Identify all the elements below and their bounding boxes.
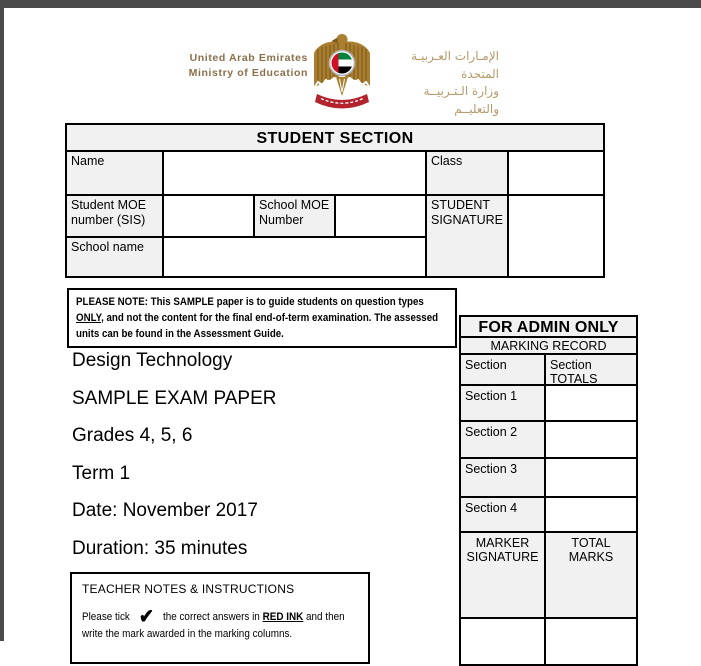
section-2-label: Section 2 [461, 422, 546, 459]
tick-mid-text: the correct answers in [162, 611, 260, 623]
school-moe-label: School MOE Number [255, 196, 336, 238]
window-top-edge [0, 0, 701, 8]
tick-post-text: and then write the mark awarded in the marking columns. [82, 611, 345, 640]
exam-info [72, 351, 277, 576]
teacher-notes-box [70, 572, 370, 664]
student-signature-field [509, 196, 603, 276]
student-section-table [65, 123, 605, 278]
marking-record-subtitle: MARKING RECORD [461, 338, 636, 355]
marking-record-grid [461, 355, 636, 664]
marker-signature-label: MARKER SIGNATURE [461, 533, 546, 619]
admin-title: FOR ADMIN ONLY [461, 317, 636, 338]
ministry-name-arabic [379, 48, 499, 118]
school-name-label: School name [67, 238, 164, 276]
section-3-total-field [546, 459, 636, 498]
uae-falcon-emblem-icon [311, 32, 373, 116]
name-label: Name [67, 152, 164, 196]
student-signature-label: STUDENT SIGNATURE [427, 196, 509, 276]
class-label: Class [427, 152, 509, 196]
window-left-edge [0, 0, 4, 641]
notice-part1: PLEASE NOTE: This SAMPLE paper is to guide students on question types [76, 296, 424, 308]
section-1-label: Section 1 [461, 386, 546, 422]
section-3-label: Section 3 [461, 459, 546, 498]
school-name-field [164, 238, 427, 276]
header-ar-line2: وزارة الـتـربيــة والتعليــم [423, 84, 499, 116]
exam-duration: Duration: 35 minutes [72, 537, 248, 559]
section-2-total-field [546, 422, 636, 459]
teacher-notes-instruction [82, 606, 358, 642]
student-moe-field [164, 196, 255, 238]
student-section-grid [67, 152, 603, 276]
teacher-notes-title: TEACHER NOTES & INSTRUCTIONS [82, 582, 295, 596]
check-mark-icon: ✔ [138, 606, 154, 628]
section-1-total-field [546, 386, 636, 422]
section-4-total-field [546, 498, 636, 533]
subject-title: Design Technology [72, 350, 233, 371]
grades: Grades 4, 5, 6 [72, 425, 193, 446]
student-moe-label: Student MOE number (SIS) [67, 196, 164, 238]
exam-date: Date: November 2017 [72, 500, 258, 521]
header-ar-line1: الإمـارات العـربيـة المتحدة [411, 49, 499, 81]
ministry-name-english [189, 51, 308, 81]
tick-pre-text: Please tick [82, 611, 130, 623]
sample-paper-notice [67, 288, 457, 348]
total-marks-label: TOTAL MARKS [546, 533, 636, 619]
notice-text [76, 294, 448, 342]
name-field [164, 152, 427, 196]
header-en-line2: Ministry of Education [188, 67, 308, 79]
notice-underlined: ONLY [76, 312, 102, 324]
marker-signature-field [461, 619, 546, 664]
term: Term 1 [72, 462, 131, 484]
red-ink-text: RED INK [262, 611, 304, 623]
section-4-label: Section 4 [461, 498, 546, 533]
school-moe-field [336, 196, 427, 238]
notice-part2: , and not the content for the final end-of-term examination. The assessed units can be found in the Assessment Guide. [76, 312, 439, 340]
section-totals-col-header: Section TOTALS [546, 355, 636, 386]
total-marks-field [546, 619, 636, 664]
header-en-line1: United Arab Emirates [189, 52, 308, 64]
paper-type: SAMPLE EXAM PAPER [72, 387, 277, 409]
section-col-header: Section [461, 355, 546, 386]
class-field [509, 152, 603, 196]
admin-marking-table [459, 315, 638, 666]
student-section-title: STUDENT SECTION [67, 125, 603, 152]
